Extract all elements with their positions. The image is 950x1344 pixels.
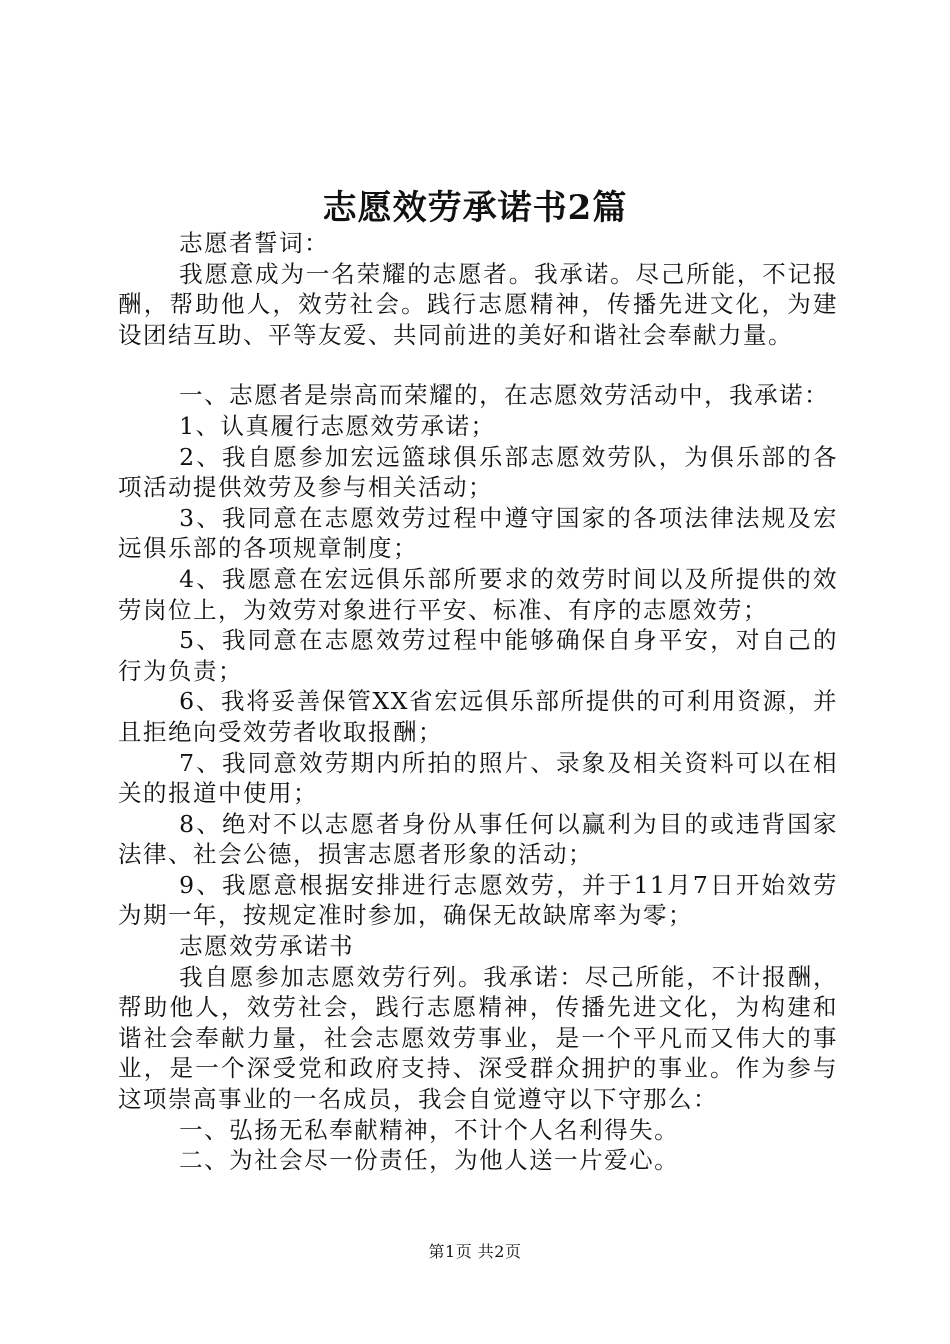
- paragraph: 我愿意成为一名荣耀的志愿者。我承诺。尽己所能，不记报酬，帮助他人，效劳社会。践行志愿精神，传播先进文化，为建设团结互助、平等友爱、共同前进的美好和谐社会奉献力量。: [118, 259, 838, 349]
- paragraph: 4、我愿意在宏远俱乐部所要求的效劳时间以及所提供的效劳岗位上，为效劳对象进行平安、标准、有序的志愿效劳；: [118, 564, 838, 624]
- paragraph: 我自愿参加志愿效劳行列。我承诺：尽己所能，不计报酬，帮助他人，效劳社会，践行志愿精神，传播先进文化，为构建和谐社会奉献力量，社会志愿效劳事业，是一个平凡而又伟大的事业，是一个深受党和政府支持、深受群众拥护的事业。作为参与这项崇高事业的一名成员，我会自觉遵守以下守那么：: [118, 962, 838, 1114]
- paragraph: 3、我同意在志愿效劳过程中遵守国家的各项法律法规及宏远俱乐部的各项规章制度；: [118, 503, 838, 563]
- paragraph: 1、认真履行志愿效劳承诺；: [179, 411, 496, 440]
- paragraph: 5、我同意在志愿效劳过程中能够确保自身平安，对自己的行为负责；: [118, 626, 838, 685]
- paragraph: 二、为社会尽一份责任，为他人送一片爱心。: [179, 1146, 680, 1175]
- paragraph: 2、我自愿参加宏远篮球俱乐部志愿效劳队，为俱乐部的各项活动提供效劳及参与相关活动；: [118, 442, 838, 502]
- paragraph: 7、我同意效劳期内所拍的照片、录象及相关资料可以在相关的报道中使用；: [118, 748, 838, 808]
- paragraph: 志愿者誓词：: [179, 229, 330, 257]
- paragraph: 一、弘扬无私奉献精神，不计个人名利得失。: [179, 1115, 680, 1144]
- document-body: [118, 228, 838, 1176]
- paragraph: 一、志愿者是崇高而荣耀的，在志愿效劳活动中，我承诺：: [179, 381, 830, 410]
- page-number-footer: 第1页 共2页: [428, 1242, 522, 1261]
- paragraph: 6、我将妥善保管XX省宏远俱乐部所提供的可利用资源，并且拒绝向受效劳者收取报酬；: [118, 687, 838, 746]
- paragraph-gap: [118, 350, 838, 380]
- paragraph: 8、绝对不以志愿者身份从事任何以赢利为目的或违背国家法律、社会公德，损害志愿者形象的活动；: [118, 809, 838, 869]
- paragraph: 9、我愿意根据安排进行志愿效劳，并于11月7日开始效劳为期一年，按规定准时参加，确保无故缺席率为零；: [118, 870, 838, 930]
- document-title: 志愿效劳承诺书2篇: [322, 188, 628, 228]
- section-heading: 志愿效劳承诺书: [179, 932, 355, 961]
